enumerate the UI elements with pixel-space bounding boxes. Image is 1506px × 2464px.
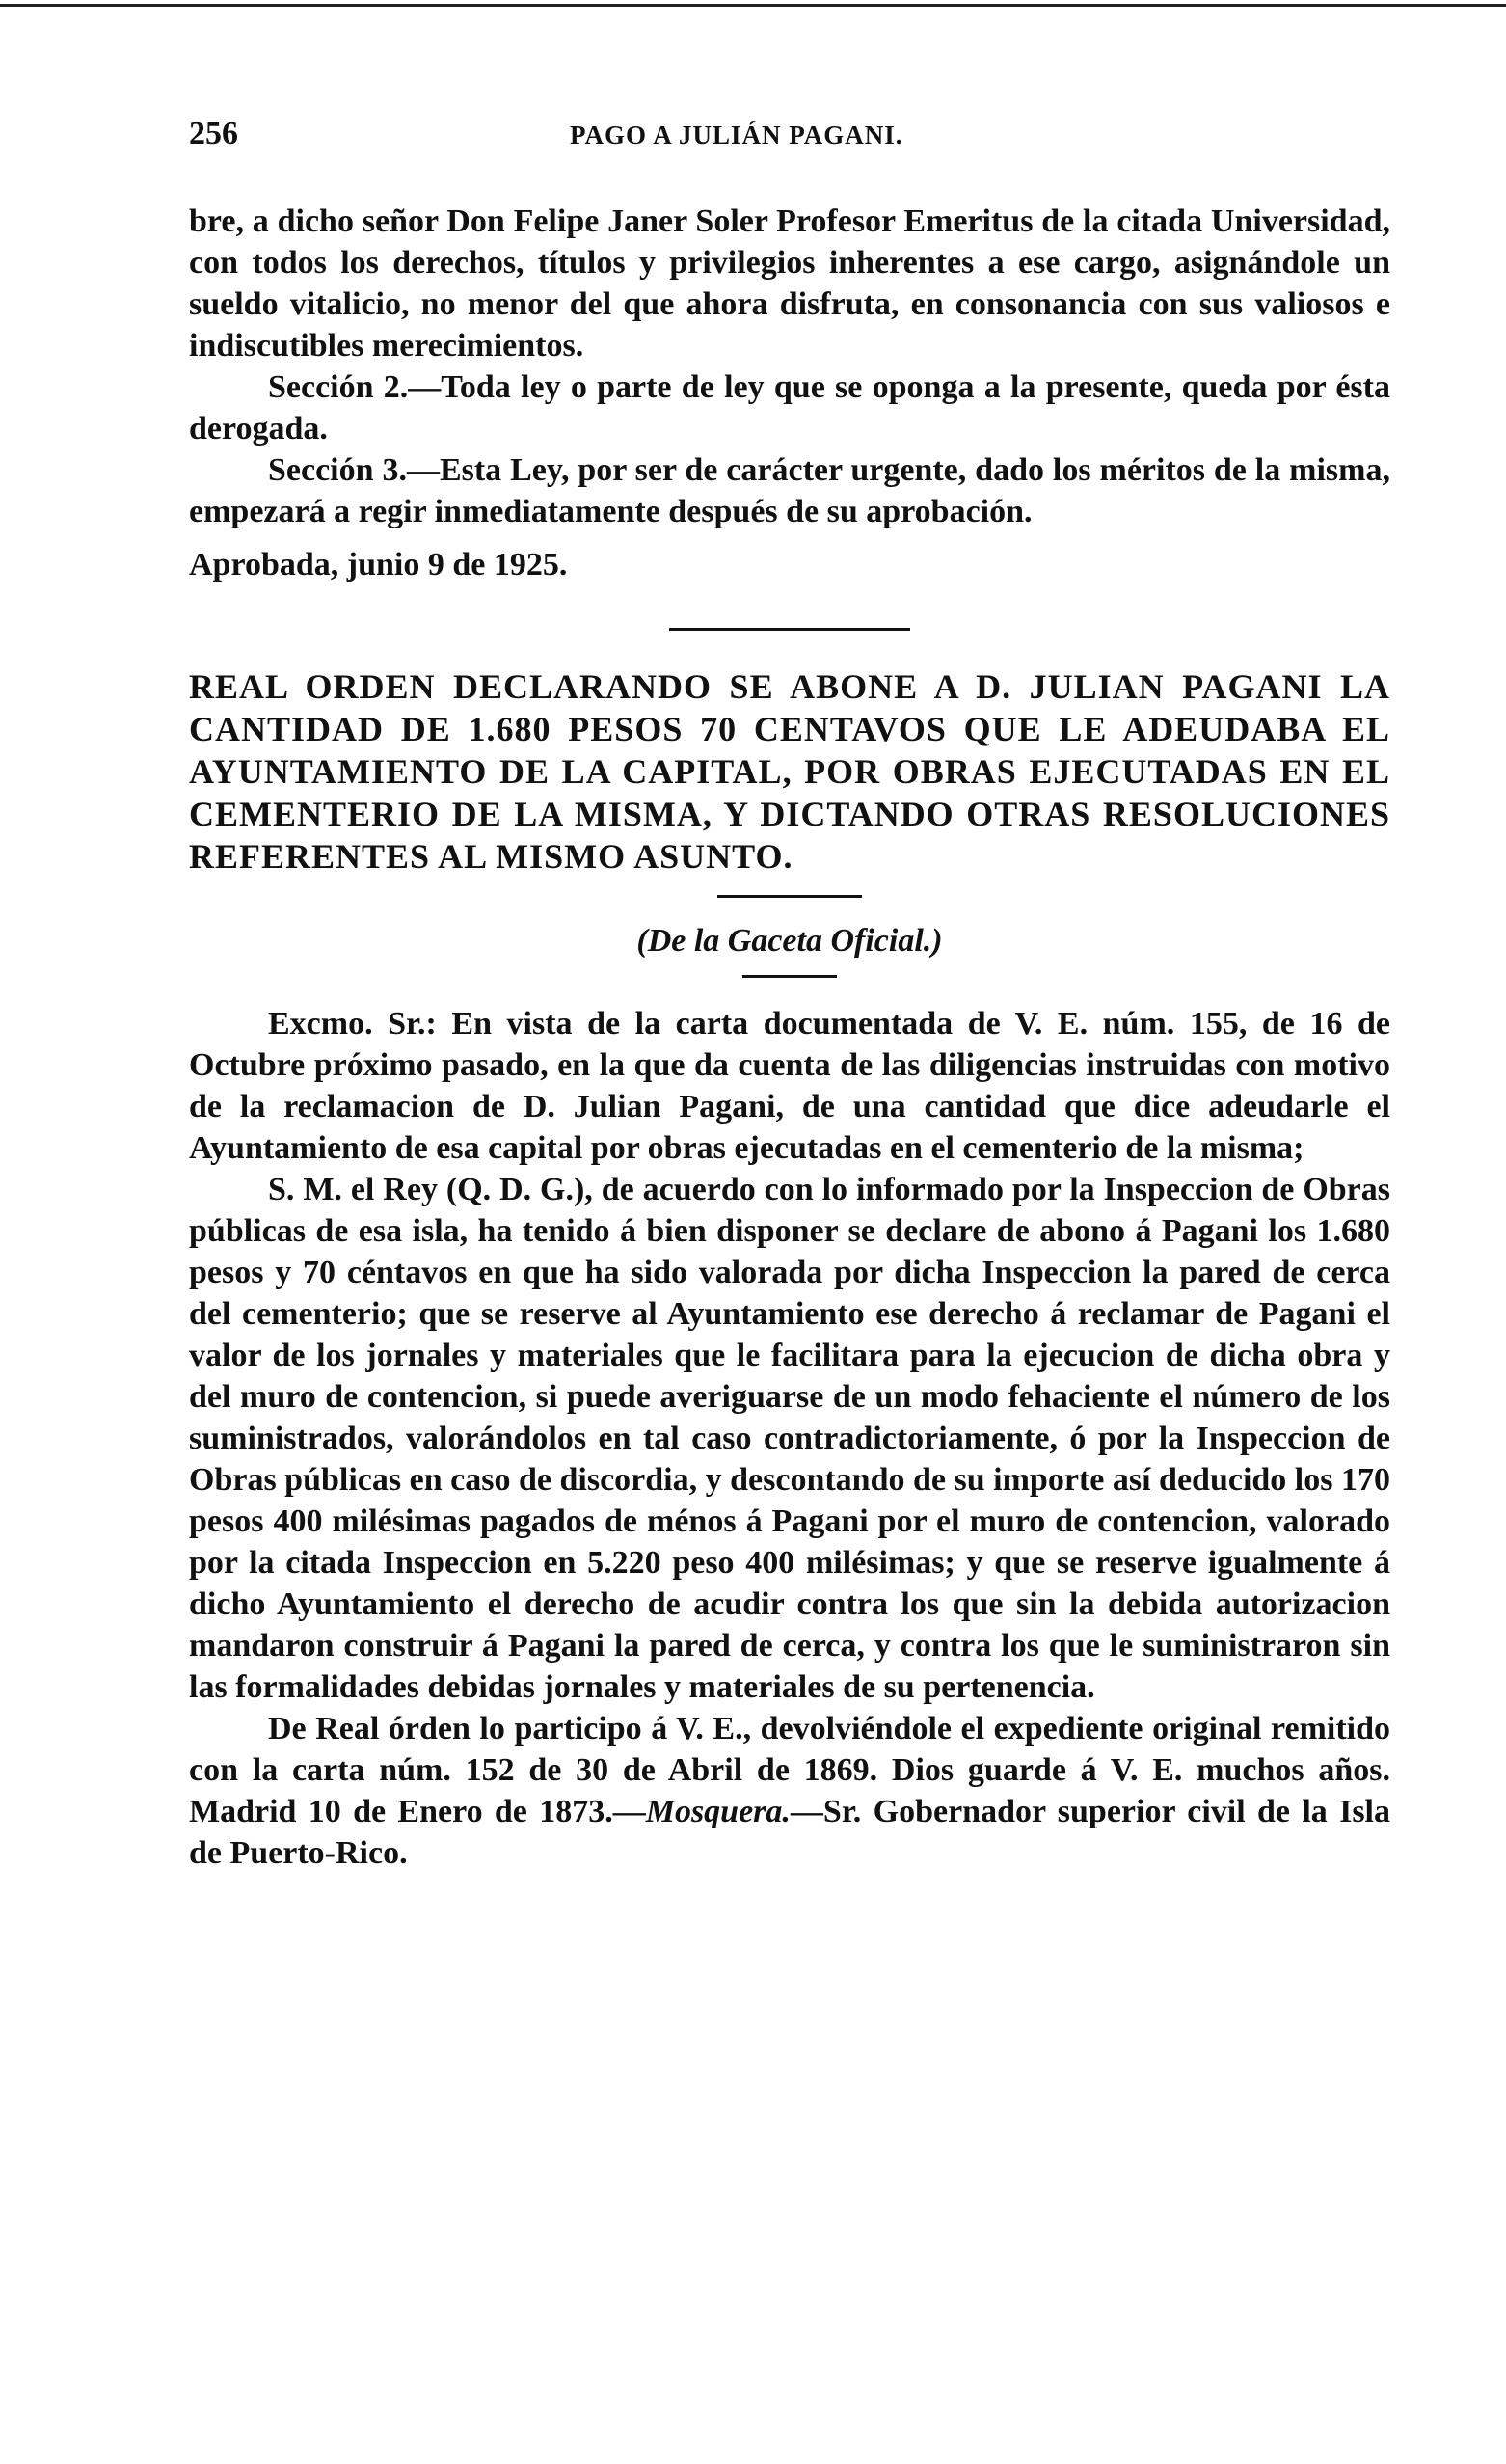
- letter-paragraph-2: S. M. el Rey (Q. D. G.), de acuerdo con lo informado por la Inspeccion de Obras públicas de esa isla, ha tenido á bien disponer se declare de abono á Pagani los 1.680 pesos y 70 céntavos en que ha sido valorada por dicha Inspeccion la pared de cerca del cementerio; que se reserve al Ayuntamiento ese derecho á reclamar de Pagani el valor de los jornales y materiales que le facilitara para la ejecucion de dicha obra y del muro de contencion, si puede averiguarse de un modo fehaciente el número de los suministrados, valorándolos en tal caso contradictoriamente, ó por la Inspeccion de Obras públicas en caso de discordia, y descontando de su importe así deducido los 170 pesos 400 milésimas pagados de ménos á Pagani por el muro de contencion, valorado por la citada Inspeccion en 5.220 peso 400 milésimas; y que se reserve igualmente á dicho Ayuntamiento el derecho de acudir contra los que sin la debida autorizacion mandaron construir á Pagani la pared de cerca, y contra los que le suministraron sin las formalidades debidas jornales y materiales de su pertenencia.: [189, 1172, 1390, 1705]
- top-border: [0, 4, 1506, 7]
- document-page: [189, 116, 1390, 1874]
- separator-rule-small: [742, 975, 837, 978]
- page-header: [189, 116, 1390, 162]
- law-section-3: Sección 3.—Esta Ley, por ser de carácter urgente, dado los méritos de la misma, empezará a regir inmediatamente después de su aprobación.: [189, 452, 1390, 529]
- law-section-2: Sección 2.—Toda ley o parte de ley que se oponga a la presente, queda por ésta derogada.: [189, 369, 1390, 447]
- separator-rule-short: [717, 895, 862, 898]
- law-text: [189, 201, 1390, 585]
- approval-date: Aprobada, junio 9 de 1925.: [189, 547, 568, 582]
- running-title: PAGO A JULIÁN PAGANI.: [570, 121, 903, 149]
- separator-rule: [669, 628, 910, 631]
- letter-addressee: —Sr. Gobernador superior civil de la Isla de Puerto-Rico.: [189, 1794, 1390, 1871]
- letter-closing: De Real órden lo participo á V. E., devolviéndole el expediente original remitido con la carta núm. 152 de 30 de Abril de 1869. Dios guarde á V. E. muchos años. Madrid 10 de Enero de 1873.—: [189, 1711, 1390, 1829]
- section-title: REAL ORDEN DECLARANDO SE ABONE A D. JULIAN PAGANI LA CANTIDAD DE 1.680 PESOS 70 CENTAVOS QUE LE ADEUDABA EL AYUNTAMIENTO DE LA CAPITAL, POR OBRAS EJECUTADAS EN EL CEMENTERIO DE LA MISMA, Y DICTANDO OTRAS RESOLUCIONES REFERENTES AL MISMO ASUNTO.: [189, 667, 1390, 876]
- letter-paragraph-3: [189, 1708, 1390, 1874]
- letter-paragraph-1: Excmo. Sr.: En vista de la carta documentada de V. E. núm. 155, de 16 de Octubre próximo pasado, en la que da cuenta de las diligencias instruidas con motivo de la reclamacion de D. Julian Pagani, de una cantidad que dice adeudarle el Ayuntamiento de esa capital por obras ejecutadas en el cementerio de la misma;: [189, 1006, 1390, 1166]
- source-citation: (De la Gaceta Oficial.): [636, 923, 943, 959]
- royal-order-letter: [189, 1003, 1390, 1874]
- page-number: 256: [189, 116, 238, 151]
- law-paragraph-1: bre, a dicho señor Don Felipe Janer Soler Profesor Emeritus de la citada Universidad, con todos los derechos, títulos y privilegios inherentes a ese cargo, asignándole un sueldo vitalicio, no menor del que ahora disfruta, en consonancia con sus valiosos e indiscutibles merecimientos.: [189, 203, 1390, 364]
- signature: Mosquera.: [645, 1794, 791, 1829]
